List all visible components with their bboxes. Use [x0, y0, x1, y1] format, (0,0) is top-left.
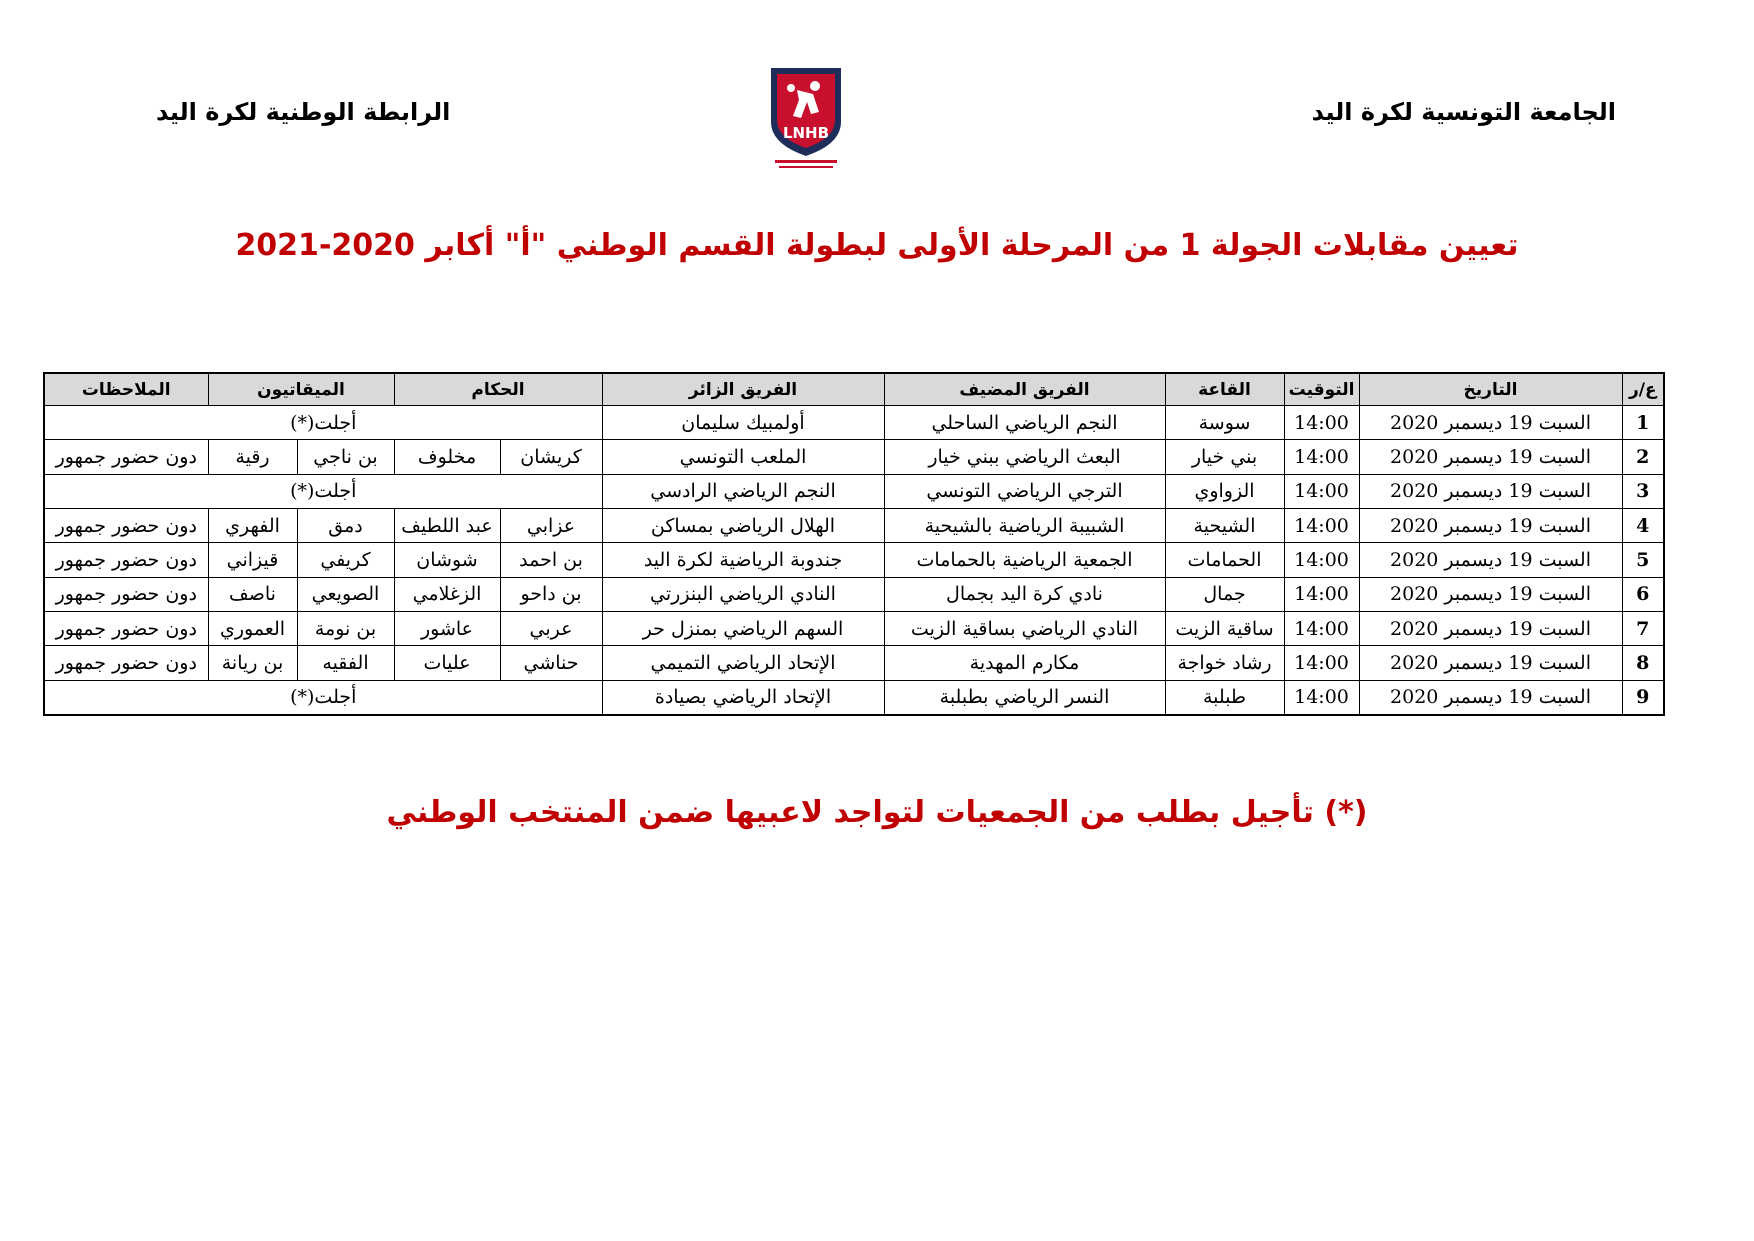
postponed-note: أجلت(*) — [44, 406, 602, 440]
away-team: السهم الرياضي بمنزل حر — [602, 611, 884, 645]
match-date: السبت 19 ديسمبر 2020 — [1359, 440, 1622, 474]
header-time: التوقيت — [1284, 373, 1359, 406]
match-venue: طبلبة — [1165, 680, 1284, 715]
match-number: 1 — [1622, 406, 1664, 440]
match-venue: الزواوي — [1165, 474, 1284, 508]
table-row — [44, 440, 1664, 474]
away-team: الهلال الرياضي بمساكن — [602, 508, 884, 542]
table-row — [44, 474, 1664, 508]
postponed-note: أجلت(*) — [44, 474, 602, 508]
timekeeper-2: رقية — [208, 440, 297, 474]
header-num: ع/ر — [1622, 373, 1664, 406]
lnhb-logo — [757, 60, 855, 172]
match-date: السبت 19 ديسمبر 2020 — [1359, 543, 1622, 577]
match-time: 14:00 — [1284, 646, 1359, 680]
home-team: الجمعية الرياضية بالحمامات — [884, 543, 1165, 577]
timekeeper-1: كريفي — [297, 543, 394, 577]
table-row — [44, 646, 1664, 680]
header-referees: الحكام — [394, 373, 602, 406]
match-number: 8 — [1622, 646, 1664, 680]
away-team: الإتحاد الرياضي التميمي — [602, 646, 884, 680]
timekeeper-2: العموري — [208, 611, 297, 645]
federation-name: الجامعة التونسية لكرة اليد — [1311, 98, 1616, 126]
home-team: النجم الرياضي الساحلي — [884, 406, 1165, 440]
header-date: التاريخ — [1359, 373, 1622, 406]
referee-2: مخلوف — [394, 440, 500, 474]
match-notes: دون حضور جمهور — [44, 543, 208, 577]
timekeeper-2: قيزاني — [208, 543, 297, 577]
table-row — [44, 680, 1664, 715]
match-time: 14:00 — [1284, 440, 1359, 474]
match-number: 7 — [1622, 611, 1664, 645]
match-date: السبت 19 ديسمبر 2020 — [1359, 646, 1622, 680]
timekeeper-2: بن ريانة — [208, 646, 297, 680]
match-date: السبت 19 ديسمبر 2020 — [1359, 508, 1622, 542]
match-venue: رشاد خواجة — [1165, 646, 1284, 680]
timekeeper-2: ناصف — [208, 577, 297, 611]
timekeeper-2: الفهري — [208, 508, 297, 542]
match-date: السبت 19 ديسمبر 2020 — [1359, 406, 1622, 440]
header-timekeepers: الميقاتيون — [208, 373, 394, 406]
timekeeper-1: بن ناجي — [297, 440, 394, 474]
referee-1: عزابي — [500, 508, 602, 542]
away-team: أولمبيك سليمان — [602, 406, 884, 440]
timekeeper-1: دمق — [297, 508, 394, 542]
match-venue: الحمامات — [1165, 543, 1284, 577]
match-venue: سوسة — [1165, 406, 1284, 440]
match-date: السبت 19 ديسمبر 2020 — [1359, 474, 1622, 508]
match-number: 4 — [1622, 508, 1664, 542]
home-team: الترجي الرياضي التونسي — [884, 474, 1165, 508]
away-team: جندوبة الرياضية لكرة اليد — [602, 543, 884, 577]
table-row — [44, 577, 1664, 611]
home-team: نادي كرة اليد بجمال — [884, 577, 1165, 611]
referee-1: عربي — [500, 611, 602, 645]
referee-1: كريشان — [500, 440, 602, 474]
match-notes: دون حضور جمهور — [44, 508, 208, 542]
match-notes: دون حضور جمهور — [44, 577, 208, 611]
postponed-note: أجلت(*) — [44, 680, 602, 715]
home-team: النسر الرياضي بطبلبة — [884, 680, 1165, 715]
table-row — [44, 543, 1664, 577]
header-home-team: الفريق المضيف — [884, 373, 1165, 406]
schedule-table — [43, 372, 1665, 716]
match-time: 14:00 — [1284, 611, 1359, 645]
referee-2: شوشان — [394, 543, 500, 577]
page-title: تعيين مقابلات الجولة 1 من المرحلة الأولى لبطولة القسم الوطني "أ" أكابر 2020-2021 — [235, 228, 1519, 263]
referee-2: عاشور — [394, 611, 500, 645]
timekeeper-1: الفقيه — [297, 646, 394, 680]
match-date: السبت 19 ديسمبر 2020 — [1359, 680, 1622, 715]
away-team: النادي الرياضي البنزرتي — [602, 577, 884, 611]
match-time: 14:00 — [1284, 543, 1359, 577]
match-venue: بني خيار — [1165, 440, 1284, 474]
table-row — [44, 406, 1664, 440]
header-venue: القاعة — [1165, 373, 1284, 406]
match-notes: دون حضور جمهور — [44, 440, 208, 474]
header-notes: الملاحظات — [44, 373, 208, 406]
away-team: النجم الرياضي الرادسي — [602, 474, 884, 508]
timekeeper-1: الصويعي — [297, 577, 394, 611]
home-team: النادي الرياضي بساقية الزيت — [884, 611, 1165, 645]
match-number: 5 — [1622, 543, 1664, 577]
match-time: 14:00 — [1284, 406, 1359, 440]
table-row — [44, 508, 1664, 542]
match-notes: دون حضور جمهور — [44, 611, 208, 645]
referee-1: بن احمد — [500, 543, 602, 577]
match-time: 14:00 — [1284, 680, 1359, 715]
timekeeper-1: بن نومة — [297, 611, 394, 645]
match-notes: دون حضور جمهور — [44, 646, 208, 680]
league-name: الرابطة الوطنية لكرة اليد — [156, 98, 451, 126]
home-team: البعث الرياضي ببني خيار — [884, 440, 1165, 474]
match-time: 14:00 — [1284, 474, 1359, 508]
match-number: 3 — [1622, 474, 1664, 508]
match-venue: جمال — [1165, 577, 1284, 611]
match-number: 9 — [1622, 680, 1664, 715]
match-time: 14:00 — [1284, 577, 1359, 611]
referee-1: بن داحو — [500, 577, 602, 611]
table-header-row — [44, 373, 1664, 406]
table-row — [44, 611, 1664, 645]
home-team: مكارم المهدية — [884, 646, 1165, 680]
header-away-team: الفريق الزائر — [602, 373, 884, 406]
match-number: 2 — [1622, 440, 1664, 474]
referee-2: عليات — [394, 646, 500, 680]
match-date: السبت 19 ديسمبر 2020 — [1359, 577, 1622, 611]
referee-2: الزغلامي — [394, 577, 500, 611]
match-venue: الشيحية — [1165, 508, 1284, 542]
match-date: السبت 19 ديسمبر 2020 — [1359, 611, 1622, 645]
match-time: 14:00 — [1284, 508, 1359, 542]
postponement-footnote: (*) تأجيل بطلب من الجمعيات لتواجد لاعبيها ضمن المنتخب الوطني — [386, 795, 1368, 830]
referee-1: حناشي — [500, 646, 602, 680]
home-team: الشبيبة الرياضية بالشيحية — [884, 508, 1165, 542]
logo-text: LNHB — [782, 124, 830, 142]
match-venue: ساقية الزيت — [1165, 611, 1284, 645]
referee-2: عبد اللطيف — [394, 508, 500, 542]
away-team: الملعب التونسي — [602, 440, 884, 474]
away-team: الإتحاد الرياضي بصيادة — [602, 680, 884, 715]
match-number: 6 — [1622, 577, 1664, 611]
